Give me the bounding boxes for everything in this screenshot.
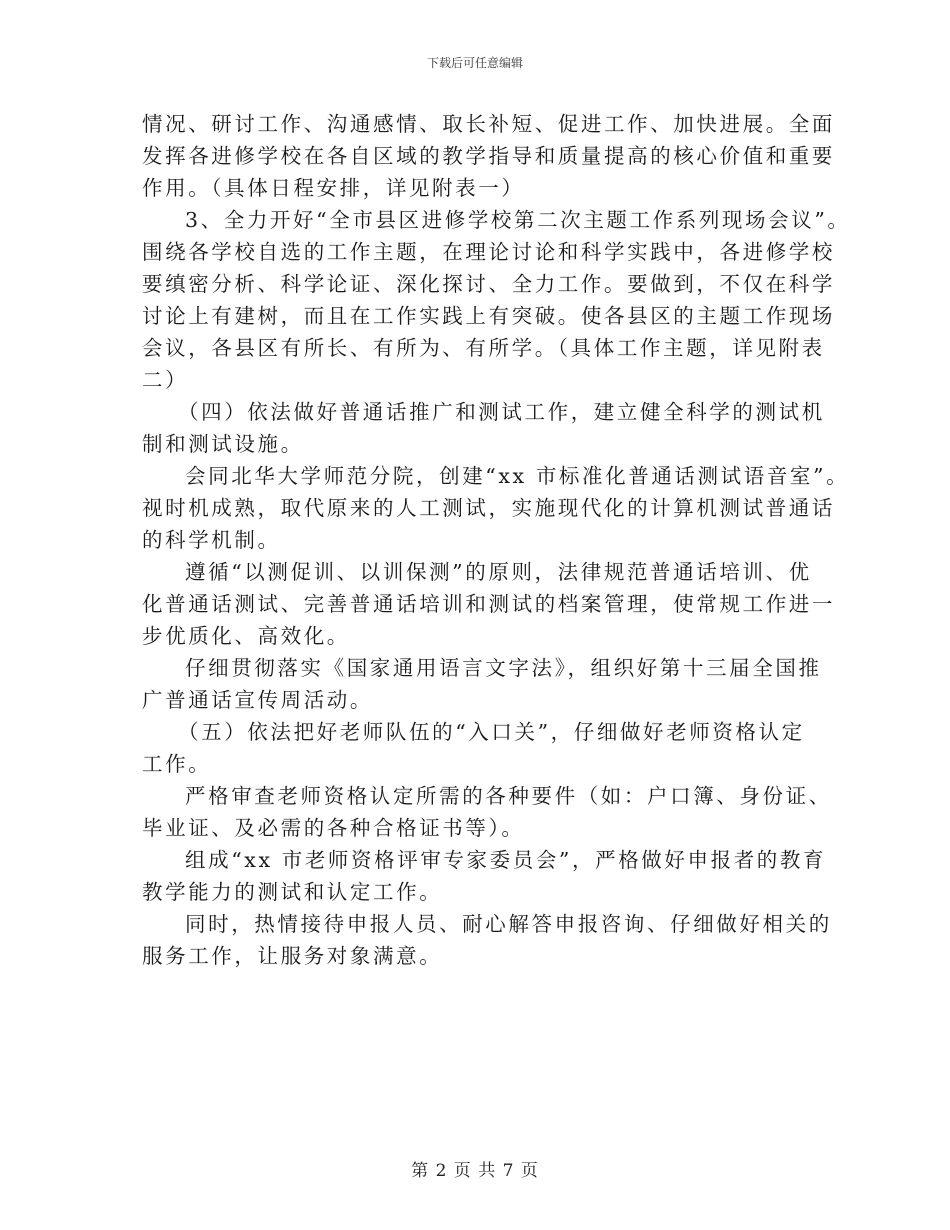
text-line: （五）依法把好老师队伍的“入口关”，仔细做好老师资格认定 bbox=[178, 720, 805, 744]
text-line: 同时，热情接待申报人员、耐心解答申报咨询、仔细做好相关的 bbox=[185, 912, 832, 936]
page-number-footer: 第 2 页 共 7 页 bbox=[411, 1161, 539, 1181]
text-line: 遵循“以测促训、以训保测”的原则，法律规范普通话培训、优 bbox=[185, 560, 812, 584]
text-line: 组成“xx 市老师资格评审专家委员会”，严格做好申报者的教育 bbox=[185, 848, 827, 872]
text-line: 二） bbox=[142, 368, 189, 392]
text-line: 围绕各学校自选的工作主题，在理论讨论和科学实践中，各进修学校 bbox=[142, 240, 835, 264]
text-line: 要缜密分析、科学论证、深化探讨、全力工作。要做到，不仅在科学 bbox=[142, 272, 835, 296]
text-line: 会同北华大学师范分院，创建“xx 市标准化普通话测试语音室”。 bbox=[185, 464, 850, 488]
text-line: 视时机成熟，取代原来的人工测试，实施现代化的计算机测试普通话 bbox=[142, 496, 835, 520]
text-line: 严格审查老师资格认定所需的各种要件（如：户口簿、身份证、 bbox=[185, 784, 832, 808]
text-line: 工作。 bbox=[142, 752, 212, 776]
text-line: 发挥各进修学校在各自区域的教学指导和质量提高的核心价值和重要 bbox=[142, 144, 835, 168]
document-body bbox=[142, 108, 851, 972]
page-header-note: 下载后可任意编辑 bbox=[426, 56, 523, 70]
text-line: 毕业证、及必需的各种合格证书等）。 bbox=[142, 816, 525, 840]
text-line: 情况、研讨工作、沟通感情、取长补短、促进工作、加快进展。全面 bbox=[142, 112, 835, 136]
text-line: 教学能力的测试和认定工作。 bbox=[142, 880, 443, 904]
text-line: 步优质化、高效化。 bbox=[142, 624, 350, 648]
text-line: 会议，各县区有所长、有所为、有所学。（具体工作主题，详见附表 bbox=[142, 336, 825, 360]
text-line: （四）依法做好普通话推广和测试工作，建立健全科学的测试机 bbox=[178, 400, 825, 424]
text-line: 广普通话宣传周活动。 bbox=[142, 688, 373, 712]
text-line: 作用。（具体日程安排，详见附表一） bbox=[142, 176, 525, 200]
text-line: 化普通话测试、完善普通话培训和测试的档案管理，使常规工作进一 bbox=[142, 592, 835, 616]
text-line: 仔细贯彻落实《国家通用语言文字法》，组织好第十三届全国推 bbox=[185, 656, 822, 680]
text-line: 3、全力开好“全市县区进修学校第二次主题工作系列现场会议”。 bbox=[185, 208, 851, 232]
text-line: 的科学机制。 bbox=[142, 528, 281, 552]
text-line: 制和测试设施。 bbox=[142, 432, 304, 456]
text-line: 服务工作，让服务对象满意。 bbox=[142, 944, 443, 968]
text-line: 讨论上有建树，而且在工作实践上有突破。使各县区的主题工作现场 bbox=[142, 304, 835, 328]
